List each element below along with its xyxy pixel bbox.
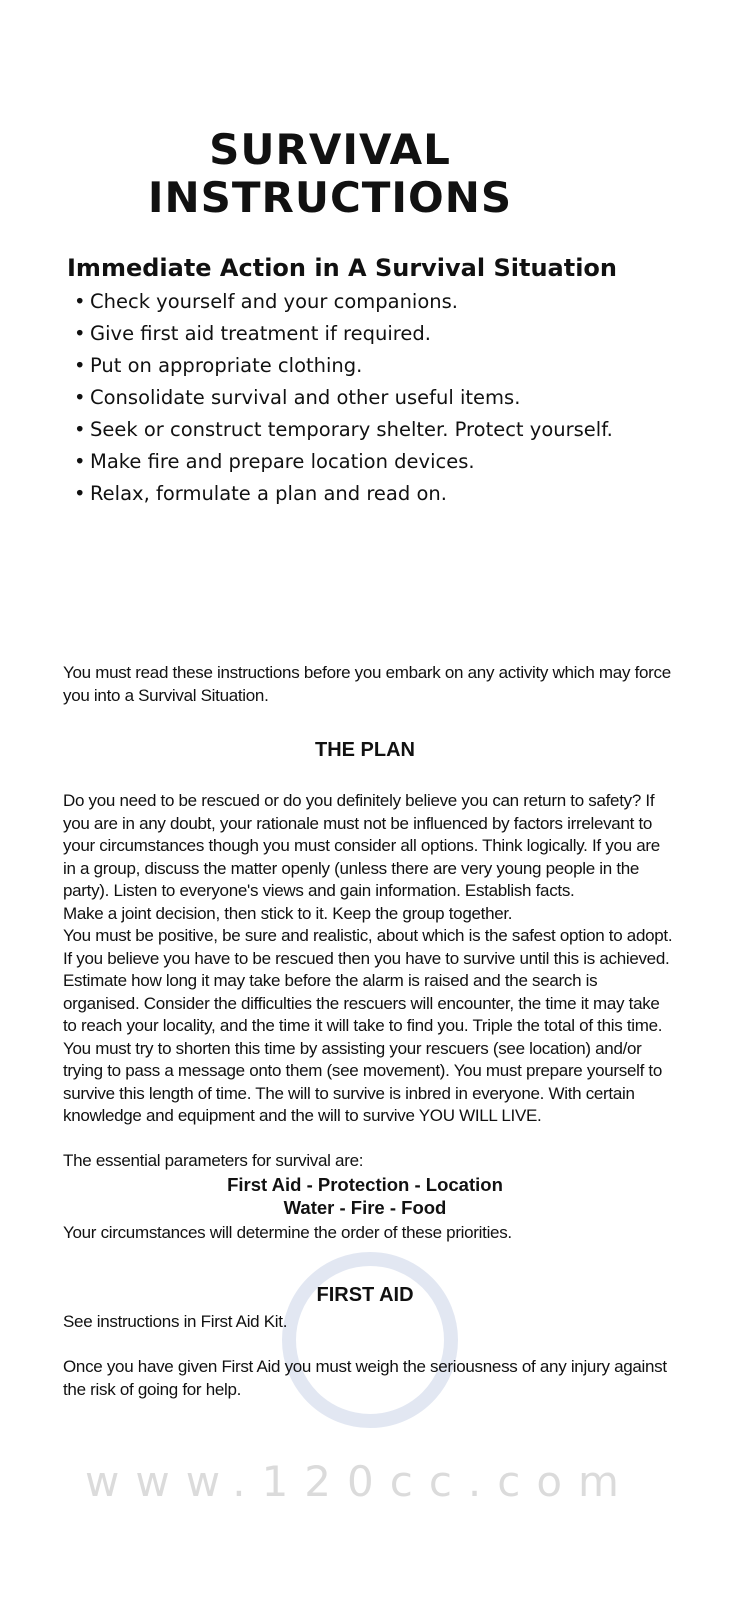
bullet-icon: • xyxy=(74,354,86,377)
bullet-icon: • xyxy=(74,482,86,505)
list-item xyxy=(74,351,613,383)
bullet-icon: • xyxy=(74,386,86,409)
essentials-intro: The essential parameters for survival are: xyxy=(63,1151,364,1170)
list-item xyxy=(74,447,613,479)
list-item xyxy=(74,415,613,447)
list-item-text: Put on appropriate clothing. xyxy=(90,354,363,377)
plan-paragraph: You must be positive, be sure and realistic, about which is the safest option to adopt. If you believe you have to be rescued then you have to survive until this is achieved. Estimate how long it may take before the alarm is raised and the search is organised. Consider the difficulties the rescuers will encounter, the time it may take to reach your locality, and the time it will take to find you. Triple the total of this time. You must try to shorten this time by assisting your rescuers (see location) and/or trying to pass a message onto them (see movement). You must prepare yourself to survive this length of time. The will to survive is inbred in everyone. With certain knowledge and equipment and the will to survive YOU WILL LIVE. xyxy=(63,926,673,1125)
list-item xyxy=(74,479,613,511)
intro-paragraph: You must read these instructions before you embark on any activity which may force you into a Survival Situation. xyxy=(63,663,671,705)
watermark-url: www.120cc.com xyxy=(85,1457,635,1506)
first-aid-heading: FIRST AID xyxy=(316,1284,414,1306)
list-item xyxy=(74,383,613,415)
list-item-text: Seek or construct temporary shelter. Protect yourself. xyxy=(90,418,613,441)
immediate-action-heading: Immediate Action in A Survival Situation xyxy=(67,254,617,282)
list-item-text: Make fire and prepare location devices. xyxy=(90,450,475,473)
plan-body xyxy=(63,790,673,1128)
list-item-text: Check yourself and your companions. xyxy=(90,290,458,313)
title-line-2: INSTRUCTIONS xyxy=(147,173,513,222)
bullet-icon: • xyxy=(74,418,86,441)
title-line-1: SURVIVAL xyxy=(209,125,451,174)
list-item xyxy=(74,319,613,351)
immediate-action-list xyxy=(74,287,613,511)
bullet-icon: • xyxy=(74,322,86,345)
plan-paragraph: Do you need to be rescued or do you definitely believe you can return to safety? If you are in any doubt, your rationale must not be influenced by factors irrelevant to your circumstances though you must consider all options. Think logically. If you are in a group, discuss the matter openly (unless there are very young people in the party). Listen to everyone's views and gain information. Establish facts. xyxy=(63,791,660,900)
bullet-icon: • xyxy=(74,290,86,313)
essentials-line-2: Water - Fire - Food xyxy=(283,1197,447,1218)
watermark-seal xyxy=(282,1252,458,1428)
list-item xyxy=(74,287,613,319)
essentials-line-1: First Aid - Protection - Location xyxy=(227,1174,503,1195)
first-aid-instruction: See instructions in First Aid Kit. xyxy=(63,1312,288,1331)
list-item-text: Consolidate survival and other useful items. xyxy=(90,386,521,409)
list-item-text: Give first aid treatment if required. xyxy=(90,322,431,345)
list-item-text: Relax, formulate a plan and read on. xyxy=(90,482,447,505)
plan-heading: THE PLAN xyxy=(315,739,415,761)
bullet-icon: • xyxy=(74,450,86,473)
plan-paragraph: Make a joint decision, then stick to it. Keep the group together. xyxy=(63,903,513,923)
first-aid-body: Once you have given First Aid you must weigh the seriousness of any injury against the risk of going for help. xyxy=(63,1357,667,1399)
essentials-note: Your circumstances will determine the order of these priorities. xyxy=(63,1223,512,1242)
